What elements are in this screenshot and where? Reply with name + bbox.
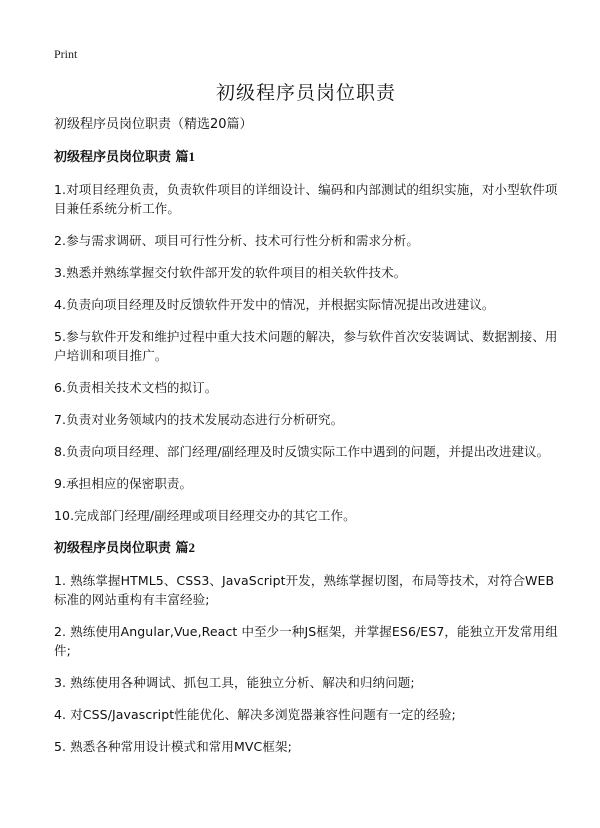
section-heading-number: 1 — [188, 149, 196, 164]
paragraph: 8.负责向项目经理、部门经理/副经理及时反馈实际工作中遇到的问题，并提出改进建议。 — [54, 444, 550, 459]
paragraph: 10.完成部门经理/副经理或项目经理交办的其它工作。 — [54, 508, 356, 523]
section-heading-number: 2 — [188, 540, 196, 555]
section-2 — [54, 539, 558, 756]
document-title: 初级程序员岗位职责 — [215, 82, 396, 104]
paragraph: 7.负责对业务领域内的技术发展动态进行分析研究。 — [54, 412, 344, 427]
paragraph: 4. 对CSS/Javascript性能优化、解决多浏览器兼容性问题有一定的经验; — [54, 707, 456, 722]
paragraph: 1. 熟练掌握HTML5、CSS3、JavaScript开发，熟练掌握切图，布局等技术，对符合WEB标准的网站重构有丰富经验; — [54, 573, 555, 607]
section-heading — [54, 539, 558, 558]
paragraph: 3.熟悉并熟练掌握交付软件部开发的软件项目的相关软件技术。 — [54, 265, 407, 280]
paragraph: 5. 熟悉各种常用设计模式和常用MVC框架; — [54, 739, 292, 754]
paragraph: 6.负责相关技术文档的拟订。 — [54, 380, 218, 395]
paragraph: 5.参与软件开发和维护过程中重大技术问题的解决，参与软件首次安装调试、数据割接、用户培训和项目推广。 — [54, 329, 558, 363]
section-heading-text: 初级程序员岗位职责 篇 — [54, 150, 189, 165]
document-subtitle: 初级程序员岗位职责（精选20篇） — [54, 117, 253, 132]
section-heading-text: 初级程序员岗位职责 篇 — [54, 541, 189, 556]
paragraph: 3. 熟练使用各种调试、抓包工具，能独立分析、解决和归纳问题; — [54, 675, 415, 690]
section-heading — [54, 148, 558, 167]
paragraph: 4.负责向项目经理及时反馈软件开发中的情况，并根据实际情况提出改进建议。 — [54, 297, 495, 312]
section-1 — [54, 148, 558, 525]
paragraph: 1.对项目经理负责，负责软件项目的详细设计、编码和内部测试的组织实施，对小型软件项目兼任系统分析工作。 — [54, 182, 558, 216]
paragraph: 9.承担相应的保密职责。 — [54, 476, 193, 491]
paragraph: 2. 熟练使用Angular,Vue,React 中至少一种JS框架，并掌握ES6/ES7，能独立开发常用组件; — [54, 624, 558, 658]
paragraph: 2.参与需求调研、项目可行性分析、技术可行性分析和需求分析。 — [54, 233, 419, 248]
print-link[interactable]: Print — [54, 47, 78, 61]
